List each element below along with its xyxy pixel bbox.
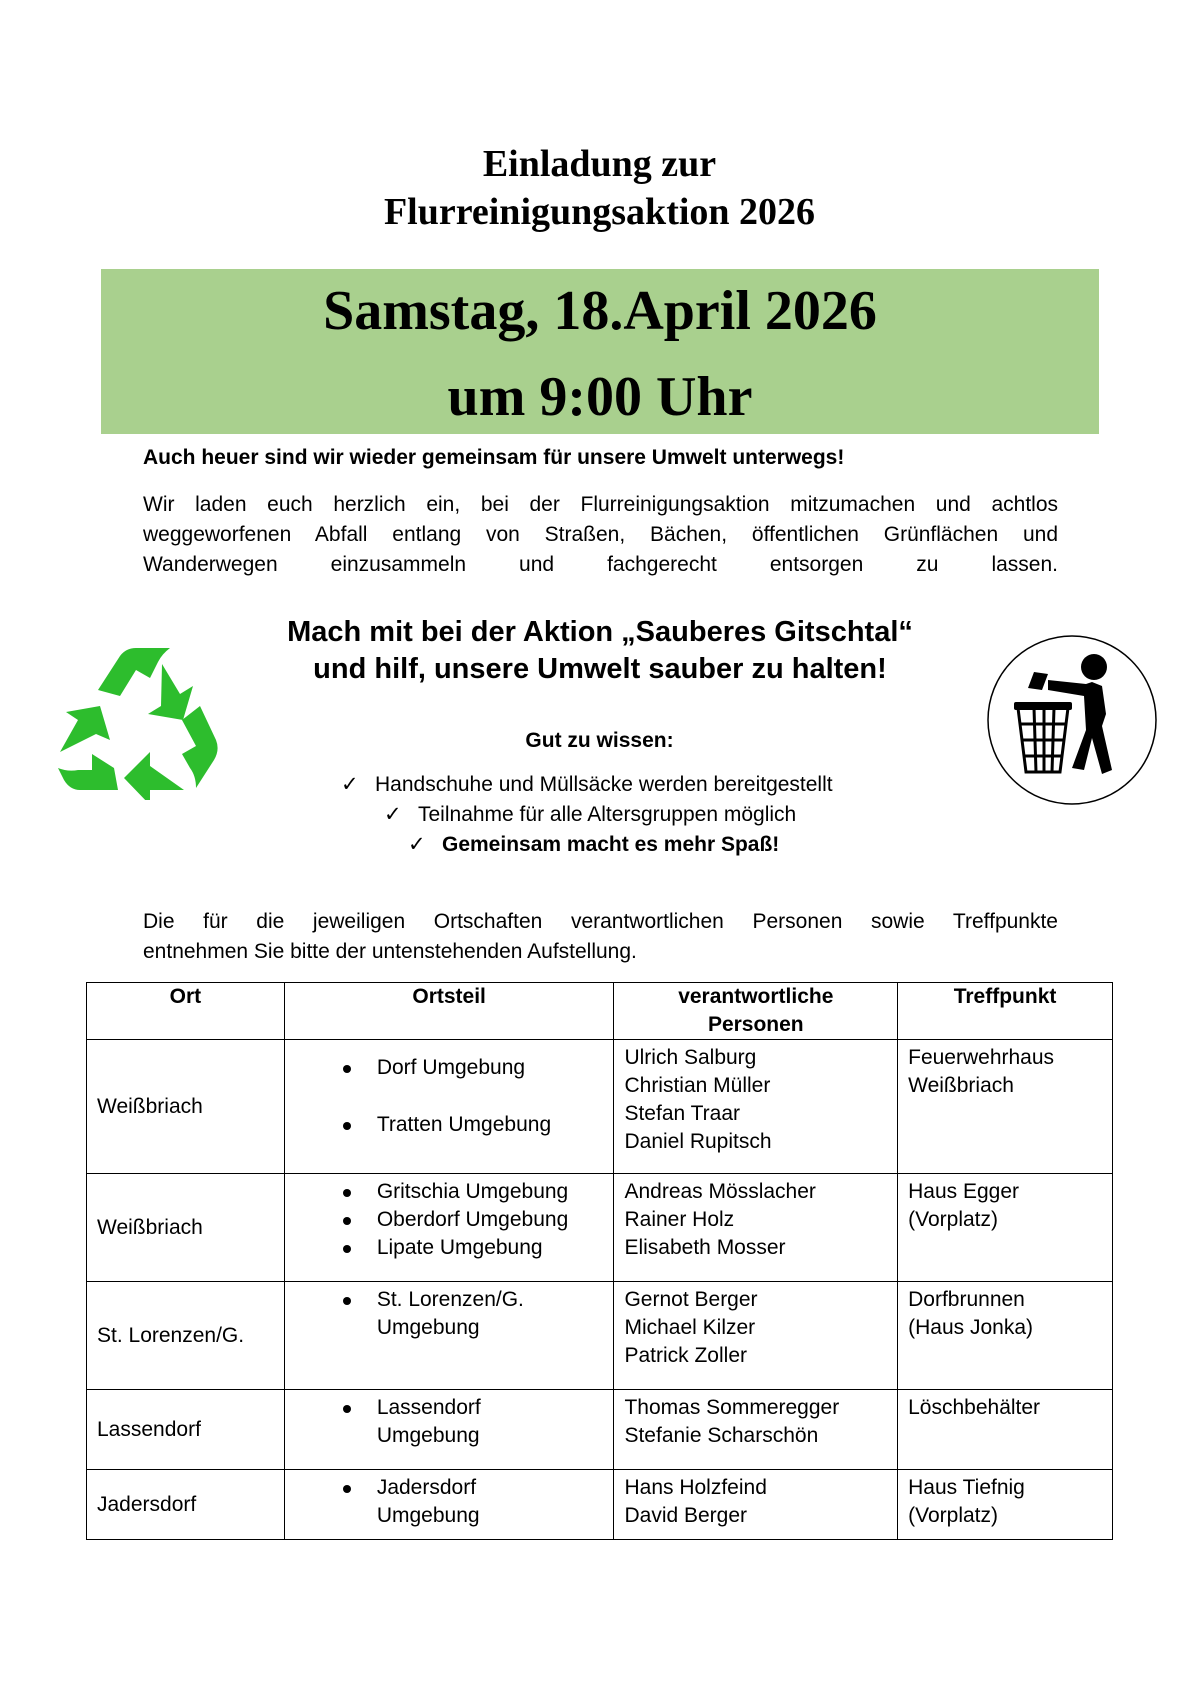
table-row bbox=[87, 1470, 1113, 1540]
cell-personen: Ulrich Salburg Christian Müller Stefan Traar Daniel Rupitsch bbox=[614, 1040, 898, 1174]
title-line-1: Einladung zur bbox=[482, 143, 717, 185]
slogan-line-2: und hilf, unsere Umwelt sauber zu halten! bbox=[313, 653, 887, 685]
good-to-know-title: Gut zu wissen: bbox=[525, 729, 674, 752]
page-title bbox=[0, 140, 1199, 236]
cell-treffpunkt: Dorfbrunnen (Haus Jonka) bbox=[898, 1282, 1113, 1390]
list-item: Dorf Umgebung bbox=[377, 1054, 604, 1082]
cell-treffpunkt: Haus Tiefnig (Vorplatz) bbox=[898, 1470, 1113, 1540]
list-item: Oberdorf Umgebung bbox=[377, 1206, 604, 1234]
cell-ortsteil bbox=[284, 1174, 614, 1282]
checklist-text: Gemeinsam macht es mehr Spaß! bbox=[442, 833, 780, 856]
schedule-table bbox=[86, 982, 1113, 1540]
cell-ortsteil bbox=[284, 1282, 614, 1390]
intro-line: Wanderwegen einzusammeln und fachgerecht entsorgen zu lassen. bbox=[143, 553, 1058, 576]
cell-ortsteil bbox=[284, 1040, 614, 1174]
cell-treffpunkt: Feuerwehrhaus Weißbriach bbox=[898, 1040, 1113, 1174]
cell-personen: Gernot Berger Michael Kilzer Patrick Zoller bbox=[614, 1282, 898, 1390]
checklist-text: Teilnahme für alle Altersgruppen möglich bbox=[418, 803, 797, 826]
list-item: Gritschia Umgebung bbox=[377, 1178, 604, 1206]
recycle-icon bbox=[58, 648, 218, 800]
list-item: Jadersdorf Umgebung bbox=[377, 1474, 604, 1530]
header-treffpunkt: Treffpunkt bbox=[898, 983, 1113, 1040]
intro-line: weggeworfenen Abfall entlang von Straßen, Bächen, öffentlichen Grünflächen und bbox=[143, 523, 1058, 546]
cell-ort: Weißbriach bbox=[87, 1040, 285, 1174]
checklist-item bbox=[341, 771, 833, 799]
table-row bbox=[87, 1040, 1113, 1174]
cell-personen: Hans Holzfeind David Berger bbox=[614, 1470, 898, 1540]
slogan-line-1: Mach mit bei der Aktion „Sauberes Gitschtal“ bbox=[287, 616, 913, 648]
cell-personen: Andreas Mösslacher Rainer Holz Elisabeth Mosser bbox=[614, 1174, 898, 1282]
table-row bbox=[87, 1174, 1113, 1282]
event-time: um 9:00 Uhr bbox=[447, 366, 753, 428]
event-date: Samstag, 18.April 2026 bbox=[323, 280, 877, 342]
cell-ort: Jadersdorf bbox=[87, 1470, 285, 1540]
cell-treffpunkt: Löschbehälter bbox=[898, 1390, 1113, 1470]
list-item: Tratten Umgebung bbox=[377, 1111, 604, 1139]
title-line-2: Flurreinigungsaktion 2026 bbox=[383, 191, 816, 233]
slogan bbox=[200, 614, 1000, 688]
ortsteil-list bbox=[295, 1394, 604, 1450]
checkmark-icon: ✓ bbox=[384, 803, 402, 826]
tidyman-icon bbox=[984, 634, 1160, 806]
ortsteil-list bbox=[295, 1178, 604, 1262]
date-banner bbox=[101, 269, 1099, 434]
info-line: entnehmen Sie bitte der untenstehenden Aufstellung. bbox=[143, 940, 637, 963]
header-ortsteil: Ortsteil bbox=[284, 983, 614, 1040]
checkmark-icon: ✓ bbox=[408, 833, 426, 856]
cell-ortsteil bbox=[284, 1470, 614, 1540]
cell-personen: Thomas Sommeregger Stefanie Scharschön bbox=[614, 1390, 898, 1470]
checklist-item bbox=[384, 801, 796, 829]
info-paragraph bbox=[143, 907, 1058, 967]
ortsteil-list bbox=[295, 1474, 604, 1530]
ortsteil-list bbox=[295, 1054, 604, 1139]
table-row bbox=[87, 1390, 1113, 1470]
cell-ort: St. Lorenzen/G. bbox=[87, 1282, 285, 1390]
intro-paragraph bbox=[143, 490, 1058, 580]
checkmark-icon: ✓ bbox=[341, 773, 359, 796]
list-item: Lipate Umgebung bbox=[377, 1234, 604, 1262]
table-row bbox=[87, 1282, 1113, 1390]
cell-ort: Lassendorf bbox=[87, 1390, 285, 1470]
ortsteil-list bbox=[295, 1286, 604, 1342]
list-item: St. Lorenzen/G. Umgebung bbox=[377, 1286, 604, 1342]
info-line: Die für die jeweiligen Ortschaften verantwortlichen Personen sowie Treffpunkte bbox=[143, 910, 1058, 933]
table-header-row bbox=[87, 983, 1113, 1040]
cell-ortsteil bbox=[284, 1390, 614, 1470]
cell-treffpunkt: Haus Egger (Vorplatz) bbox=[898, 1174, 1113, 1282]
header-ort: Ort bbox=[87, 983, 285, 1040]
intro-line: Wir laden euch herzlich ein, bei der Flurreinigungsaktion mitzumachen und achtlos bbox=[143, 493, 1058, 516]
checklist-item bbox=[408, 831, 779, 859]
lead-text: Auch heuer sind wir wieder gemeinsam für unsere Umwelt unterwegs! bbox=[143, 446, 845, 469]
checklist-text: Handschuhe und Müllsäcke werden bereitgestellt bbox=[375, 773, 833, 796]
header-personen: verantwortliche Personen bbox=[614, 983, 898, 1040]
list-item: Lassendorf Umgebung bbox=[377, 1394, 604, 1450]
cell-ort: Weißbriach bbox=[87, 1174, 285, 1282]
